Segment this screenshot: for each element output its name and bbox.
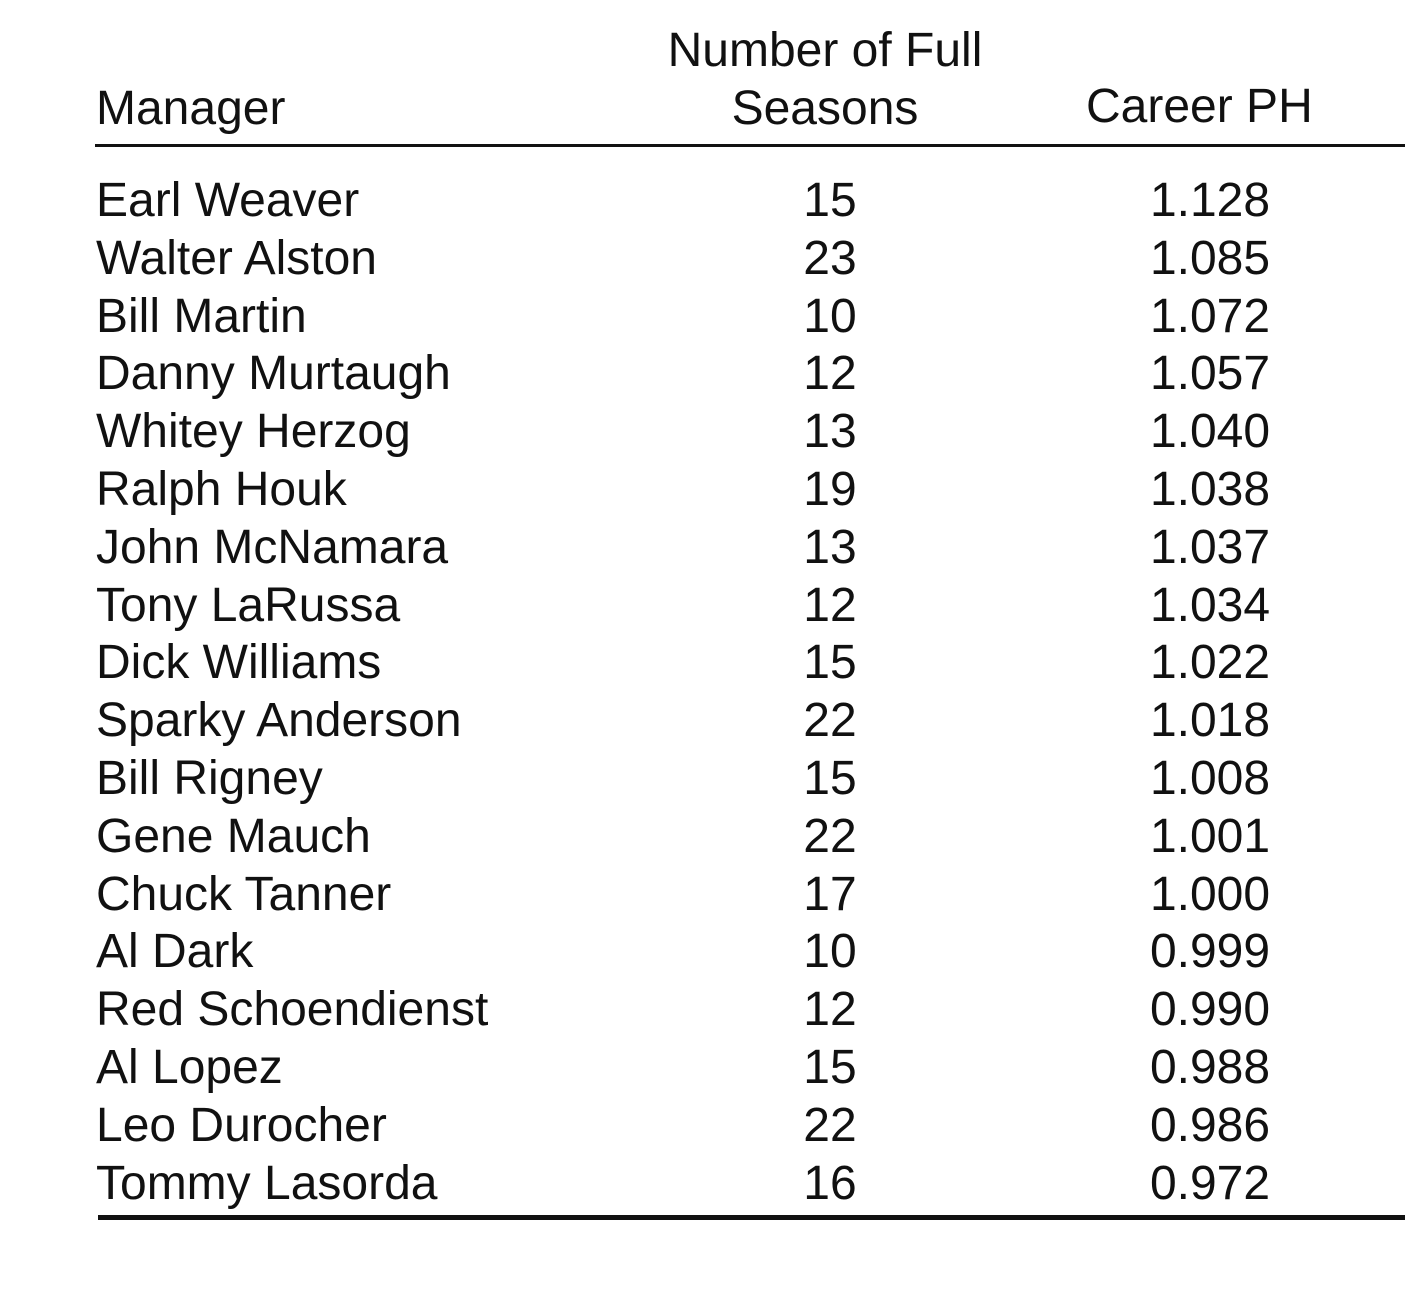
manager-name-cell: Dick Williams bbox=[96, 636, 382, 690]
seasons-cell: 10 bbox=[803, 289, 857, 343]
career-ph-cell: 0.990 bbox=[1149, 983, 1271, 1037]
manager-name-cell: John McNamara bbox=[96, 520, 449, 574]
manager-name-cell: Sparky Anderson bbox=[96, 694, 462, 748]
table-row bbox=[0, 403, 1405, 461]
seasons-cell: 15 bbox=[803, 1040, 857, 1094]
manager-name-cell: Tommy Lasorda bbox=[96, 1156, 438, 1210]
table-row bbox=[0, 230, 1405, 288]
manager-name-cell: Leo Durocher bbox=[96, 1098, 387, 1152]
table-row bbox=[0, 1097, 1405, 1155]
seasons-cell: 13 bbox=[803, 405, 857, 459]
career-ph-cell: 1.008 bbox=[1149, 751, 1271, 805]
seasons-cell: 12 bbox=[803, 347, 857, 401]
career-ph-cell: 0.986 bbox=[1149, 1098, 1271, 1152]
manager-name-cell: Ralph Houk bbox=[96, 462, 347, 516]
career-ph-cell: 1.022 bbox=[1149, 636, 1271, 690]
career-ph-cell: 1.085 bbox=[1149, 231, 1271, 285]
table-row bbox=[0, 519, 1405, 577]
career-ph-cell: 1.057 bbox=[1149, 347, 1271, 401]
header-career-ph: Career PH bbox=[1086, 80, 1313, 133]
table-row bbox=[0, 461, 1405, 519]
table-row bbox=[0, 750, 1405, 808]
career-ph-cell: 1.128 bbox=[1149, 174, 1271, 227]
seasons-cell: 22 bbox=[803, 1098, 857, 1152]
table-row bbox=[0, 288, 1405, 346]
header-seasons bbox=[625, 22, 1025, 138]
seasons-cell: 15 bbox=[803, 636, 857, 690]
seasons-cell: 19 bbox=[803, 462, 857, 516]
manager-name-cell: Al Dark bbox=[96, 925, 254, 979]
manager-name-cell: Earl Weaver bbox=[96, 174, 360, 227]
career-ph-cell: 1.072 bbox=[1149, 289, 1271, 343]
footer-rule bbox=[98, 1215, 1405, 1220]
manager-name-cell: Walter Alston bbox=[96, 231, 377, 285]
seasons-cell: 23 bbox=[803, 231, 857, 285]
manager-name-cell: Al Lopez bbox=[96, 1040, 283, 1094]
header-rule bbox=[95, 144, 1405, 147]
career-ph-cell: 1.001 bbox=[1149, 809, 1271, 863]
career-ph-cell: 1.034 bbox=[1149, 578, 1271, 632]
career-ph-cell: 1.037 bbox=[1149, 520, 1271, 574]
manager-name-cell: Bill Rigney bbox=[96, 751, 323, 805]
manager-name-cell: Gene Mauch bbox=[96, 809, 371, 863]
career-ph-cell: 1.000 bbox=[1149, 867, 1271, 921]
seasons-cell: 12 bbox=[803, 578, 857, 632]
career-ph-cell: 0.972 bbox=[1149, 1156, 1271, 1210]
career-ph-cell: 1.018 bbox=[1149, 694, 1271, 748]
manager-name-cell: Whitey Herzog bbox=[96, 405, 411, 459]
seasons-cell: 16 bbox=[803, 1156, 857, 1210]
table-row bbox=[0, 866, 1405, 924]
header-manager: Manager bbox=[96, 82, 286, 135]
table-row bbox=[0, 577, 1405, 635]
career-ph-cell: 0.999 bbox=[1149, 925, 1271, 979]
table-row bbox=[0, 1155, 1405, 1213]
career-ph-cell: 1.040 bbox=[1149, 405, 1271, 459]
seasons-cell: 22 bbox=[803, 809, 857, 863]
seasons-cell: 10 bbox=[803, 925, 857, 979]
seasons-cell: 12 bbox=[803, 983, 857, 1037]
table-row bbox=[0, 634, 1405, 692]
seasons-cell: 17 bbox=[803, 867, 857, 921]
table-row bbox=[0, 692, 1405, 750]
manager-name-cell: Danny Murtaugh bbox=[96, 347, 451, 401]
table-row bbox=[0, 923, 1405, 981]
seasons-cell: 13 bbox=[803, 520, 857, 574]
seasons-cell: 22 bbox=[803, 694, 857, 748]
manager-name-cell: Tony LaRussa bbox=[96, 578, 401, 632]
table-row bbox=[0, 808, 1405, 866]
seasons-cell: 15 bbox=[803, 751, 857, 805]
manager-name-cell: Red Schoendienst bbox=[96, 983, 489, 1037]
seasons-cell: 15 bbox=[803, 174, 857, 227]
manager-name-cell: Bill Martin bbox=[96, 289, 307, 343]
manager-name-cell: Chuck Tanner bbox=[96, 867, 392, 921]
header-seasons-line2: Seasons bbox=[731, 82, 919, 135]
career-ph-cell: 0.988 bbox=[1149, 1040, 1271, 1094]
table-row bbox=[0, 981, 1405, 1039]
table-body bbox=[0, 172, 1405, 1212]
table-row bbox=[0, 1039, 1405, 1097]
table-row bbox=[0, 345, 1405, 403]
table-row bbox=[0, 172, 1405, 230]
header-seasons-line1: Number of Full bbox=[667, 24, 983, 77]
career-ph-cell: 1.038 bbox=[1149, 462, 1271, 516]
